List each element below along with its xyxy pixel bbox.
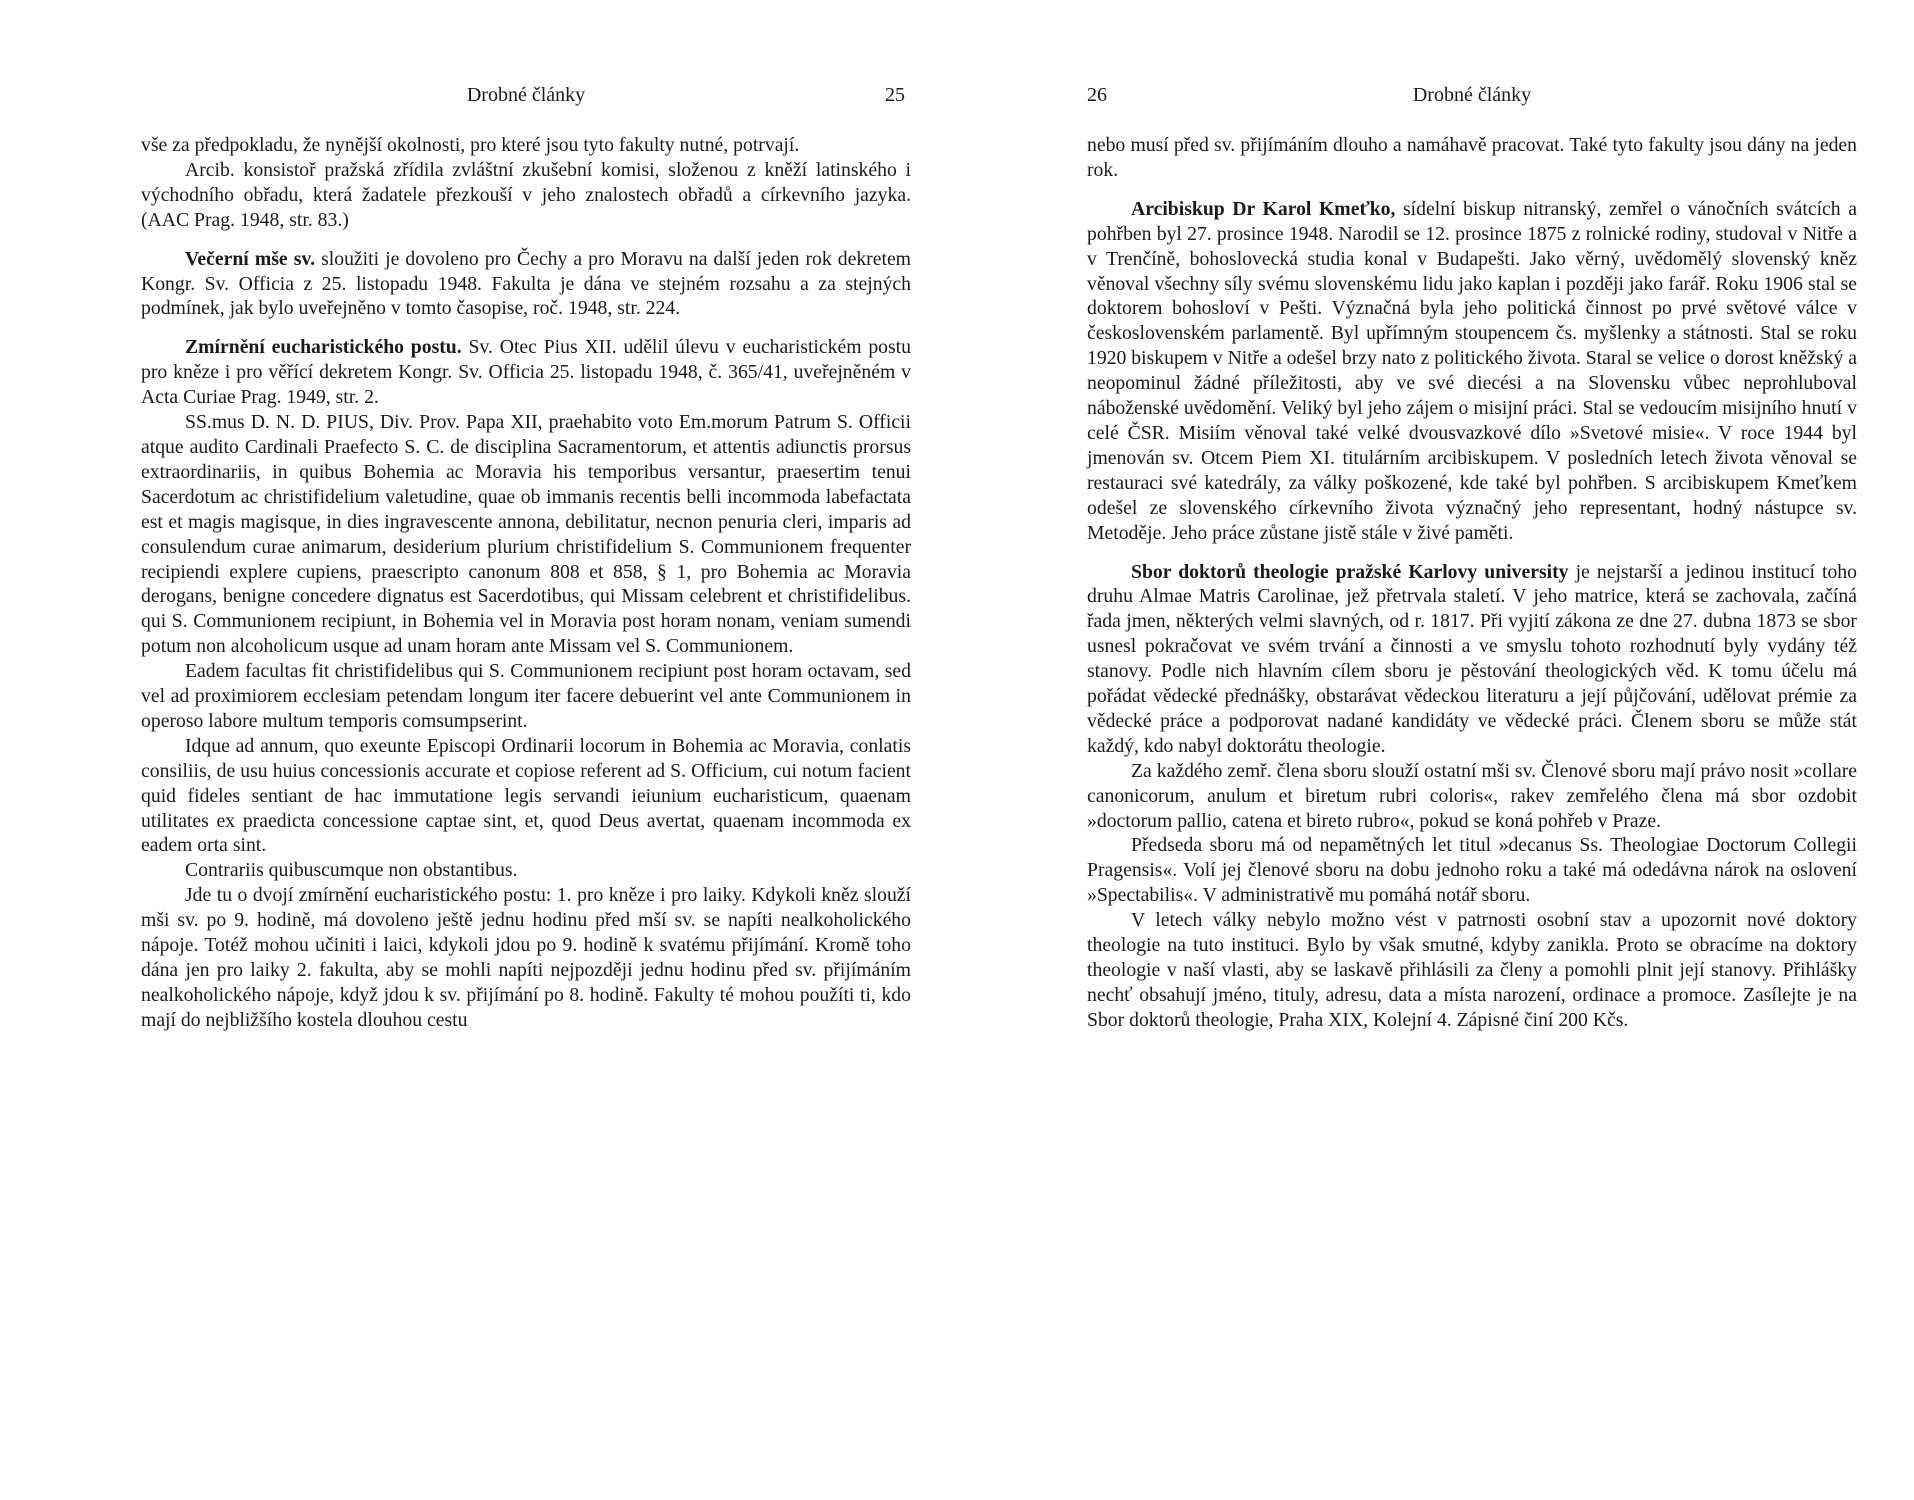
right-page-number: 26 [1087, 84, 1107, 106]
paragraph-lead: Arcibiskup Dr Karol Kmeťko, [1131, 197, 1396, 220]
left-page-header [141, 80, 911, 110]
left-page-number: 25 [885, 84, 905, 106]
paragraph [1087, 560, 1857, 759]
paragraph-text: nebo musí před sv. přijímáním dlouho a namáhavě pracovat. Také tyto fakulty jsou dány na jeden rok. [1087, 134, 1857, 181]
paragraph-lead: Večerní mše sv. [185, 247, 316, 270]
paragraph [141, 659, 911, 734]
paragraph [141, 133, 911, 158]
right-page-header [1087, 80, 1857, 110]
paragraph [141, 883, 911, 1032]
paragraph-text: Sv. Otec Pius XII. udělil úlevu v eucharistickém postu pro kněze i pro věřící dekretem Kongr. Sv. Officia 25. listopadu 1948, č. 365/41, uveřejněném v Acta Curiae Prag. 1949, str. 2. [141, 336, 911, 409]
paragraph [141, 158, 911, 233]
right-page-body [1087, 133, 1857, 1033]
paragraph [1087, 759, 1857, 834]
paragraph-lead: Sbor doktorů theologie pražské Karlovy university [1131, 560, 1569, 583]
paragraph-text: sloužiti je dovoleno pro Čechy a pro Moravu na další jeden rok dekretem Kongr. Sv. Officia z 25. listopadu 1948. Fakulta je dána ve stejném rozsahu a za stejných podmínek, jak bylo uveřejněno v tomto časopise, roč. 1948, str. 224. [141, 247, 912, 320]
paragraph [1087, 908, 1857, 1033]
paragraph [141, 410, 911, 659]
paragraph [1087, 133, 1857, 183]
paragraph-text: vše za předpokladu, že nynější okolnosti, pro které jsou tyto fakulty nutné, potrvají. [141, 134, 800, 156]
paragraph-text: SS.mus D. N. D. PIUS, Div. Prov. Papa XII, praehabito voto Em.morum Patrum S. Officii atque audito Cardinali Praefecto S. C. de disciplina Sacramentorum, et attentis adiunctis prorsus extraordinariis, in quibus Bohemia ac Moravia his temporibus versantur, praesertim tenui Sacerdotum ac christifidelium valetudine, quae ob immanis recentis belli incommoda labefactata est et magis magisque, in dies ingravescente annona, debilitatur, necnon penuria cleri, imparis ad consulendum curae animarum, desiderium plurium christifidelium S. Communionem frequenter recipiendi explere cupiens, praescripto canonum 808 et 858, § 1, pro Bohemia ac Moravia derogans, benigne concedere dignatus est Sacerdotibus, qui Missam celebrent et christifidelibus. qui S. Communionem recipiunt, in Bohemia vel in Moravia post horam nonam, veniam sumendi potum non alcoholicum usque ad unam horam ante Missam vel S. Communionem. [141, 411, 911, 658]
paragraph-text: je nejstarší a jedinou institucí toho druhu Almae Matris Carolinae, jež přetrvala staletí. V jeho matrice, která se zachovala, začíná řada jmen, některých velmi slavných, od r. 1817. Při vyjití zákona ze dne 27. dubna 1873 se sbor usnesl pokračovat ve svém trvání a činnosti a ve smyslu tohoto rozhodnutí byly vydány též stanovy. Podle nich hlavním cílem sboru je pěstování theologických věd. K tomu účelu má pořádat vědecké přednášky, obstarávat vědeckou literaturu a její půjčování, udělovat prémie za vědecké práce a podporovat nadané kandidáty ve vědecké práci. Členem sboru se může stát každý, kdo nabyl doktorátu theologie. [1087, 560, 1857, 757]
paragraph-text: Eadem facultas fit christifidelibus qui S. Communionem recipiunt post horam octavam, sed vel ad proximiorem ecclesiam petendam longum iter facere debuerint vel ante Communionem in operoso labore multum temporis comsumpserint. [141, 660, 911, 732]
paragraph-text: Arcib. konsistoř pražská zřídila zvláštní zkušební komisi, složenou z kněží latinského i východního obřadu, která žadatele přezkouší v jeho znalostech obřadů a církevního jazyka. (AAC Prag. 1948, str. 83.) [141, 158, 911, 231]
paragraph-text: Jde tu o dvojí zmírnění eucharistického postu: 1. pro kněze i pro laiky. Kdykoli kněz slouží mši sv. po 9. hodině, má dovoleno ještě jednu hodinu před mší sv. se napíti nealkoholického nápoje. Totéž mohou učiniti i laici, kdykoli jdou po 9. hodině k svatému přijímání. Kromě toho dána jen pro laiky 2. fakulta, aby se mohli napíti nejpozději jednu hodinu před sv. přijímáním nealkoholického nápoje, když jdou k sv. přijímání po 8. hodině. Fakulty té mohou použíti ti, kdo mají do nejbližšího kostela dlouhou cestu [141, 884, 911, 1031]
paragraph-text: sídelní biskup nitranský, zemřel o vánočních svátcích a pohřben byl 27. prosince 1948. Narodil se 12. prosince 1875 z rolnické rodiny, studoval v Nitře a v Trenčíně, bohoslovecká studia konal v Budapešti. Jako věrný, uvědomělý slovenský kněz věnoval všechny síly svému slovenskému lidu jako kaplan i později jako farář. Roku 1906 stal se doktorem bohosloví v Pešti. Význačná byla jeho politická činnost po prvé světové válce v československém parlamentě. Byl upřímným stoupencem čs. myšlenky a státnosti. Stal se roku 1920 biskupem v Nitře a odešel brzy nato z politického života. Staral se velice o dorost kněžský a neopominul žádné příležitosti, aby ve své diecési a na Slovensku vůbec neprohluboval náboženské uvědomění. Veliký byl jeho zájem o misijní práci. Stal se vedoucím misijního hnutí v celé ČSR. Misiím věnoval také velké dvousvazkové dílo »Svetové misie«. V roce 1944 byl jmenován sv. Otcem Piem XI. titulárním arcibiskupem. V posledních letech života věnoval se restauraci své katedrály, za války poškozené, kde také byl pohřben. S arcibiskupem Kmeťkem odešel ze slovenského církevního života význačný jeho representant, hodný nástupce sv. Metoděje. Jeho práce zůstane jistě stále v živé paměti. [1087, 197, 1857, 544]
paragraph-text: V letech války nebylo možno vést v patrnosti osobní stav a upozornit nové doktory theologie na tuto instituci. Bylo by však smutné, kdyby zanikla. Proto se obracíme na doktory theologie v naší vlasti, aby se laskavě přihlásili za členy a pomohli plnit její stanovy. Přihlášky nechť obsahují jméno, tituly, adresu, data a místa narození, ordinace a promoce. Zasílejte je na Sbor doktorů theologie, Praha XIX, Kolejní 4. Zápisné činí 200 Kčs. [1087, 909, 1857, 1031]
paragraph [141, 247, 911, 322]
paragraph [141, 858, 911, 883]
left-header-title: Drobné články [466, 84, 586, 106]
paragraph [1087, 197, 1857, 546]
paragraph-text: Za každého zemř. člena sboru slouží ostatní mši sv. Členové sboru mají právo nosit »collare canonicorum, anulum et biretum rubri coloris«, rakev zemřelého člena má sbor ozdobit »doctorum pallio, catena et bireto rubro«, pokud se koná pohřeb v Praze. [1087, 759, 1857, 832]
paragraph [141, 335, 911, 410]
right-header-title: Drobné články [1412, 84, 1532, 106]
paragraph-lead: Zmírnění eucharistického postu. [185, 336, 462, 359]
paragraph-text: Contrariis quibuscumque non obstantibus. [185, 859, 518, 882]
paragraph-text: Idque ad annum, quo exeunte Episcopi Ordinarii locorum in Bohemia ac Moravia, conlatis consiliis, de usu huius concessionis accurate et copiose referent ad S. Officium, cui notum facient quid fideles sentiant de hac immutatione legis servandi ieiunium eucharisticum, quaenam utilitates ex praedicta concessione captae sint, et, quod Deus avertat, quaenam incommoda ex eadem orta sint. [141, 734, 911, 857]
paragraph-text: Předseda sboru má od nepamětných let titul »decanus Ss. Theologiae Doctorum Collegii Pragensis«. Volí jej členové sboru na dobu jednoho roku a také má odedávna nárok na oslovení »Spectabilis«. V administrativě mu pomáhá notář sboru. [1087, 834, 1857, 907]
paragraph [141, 734, 911, 859]
paragraph [1087, 833, 1857, 908]
left-page-body [141, 133, 911, 1033]
